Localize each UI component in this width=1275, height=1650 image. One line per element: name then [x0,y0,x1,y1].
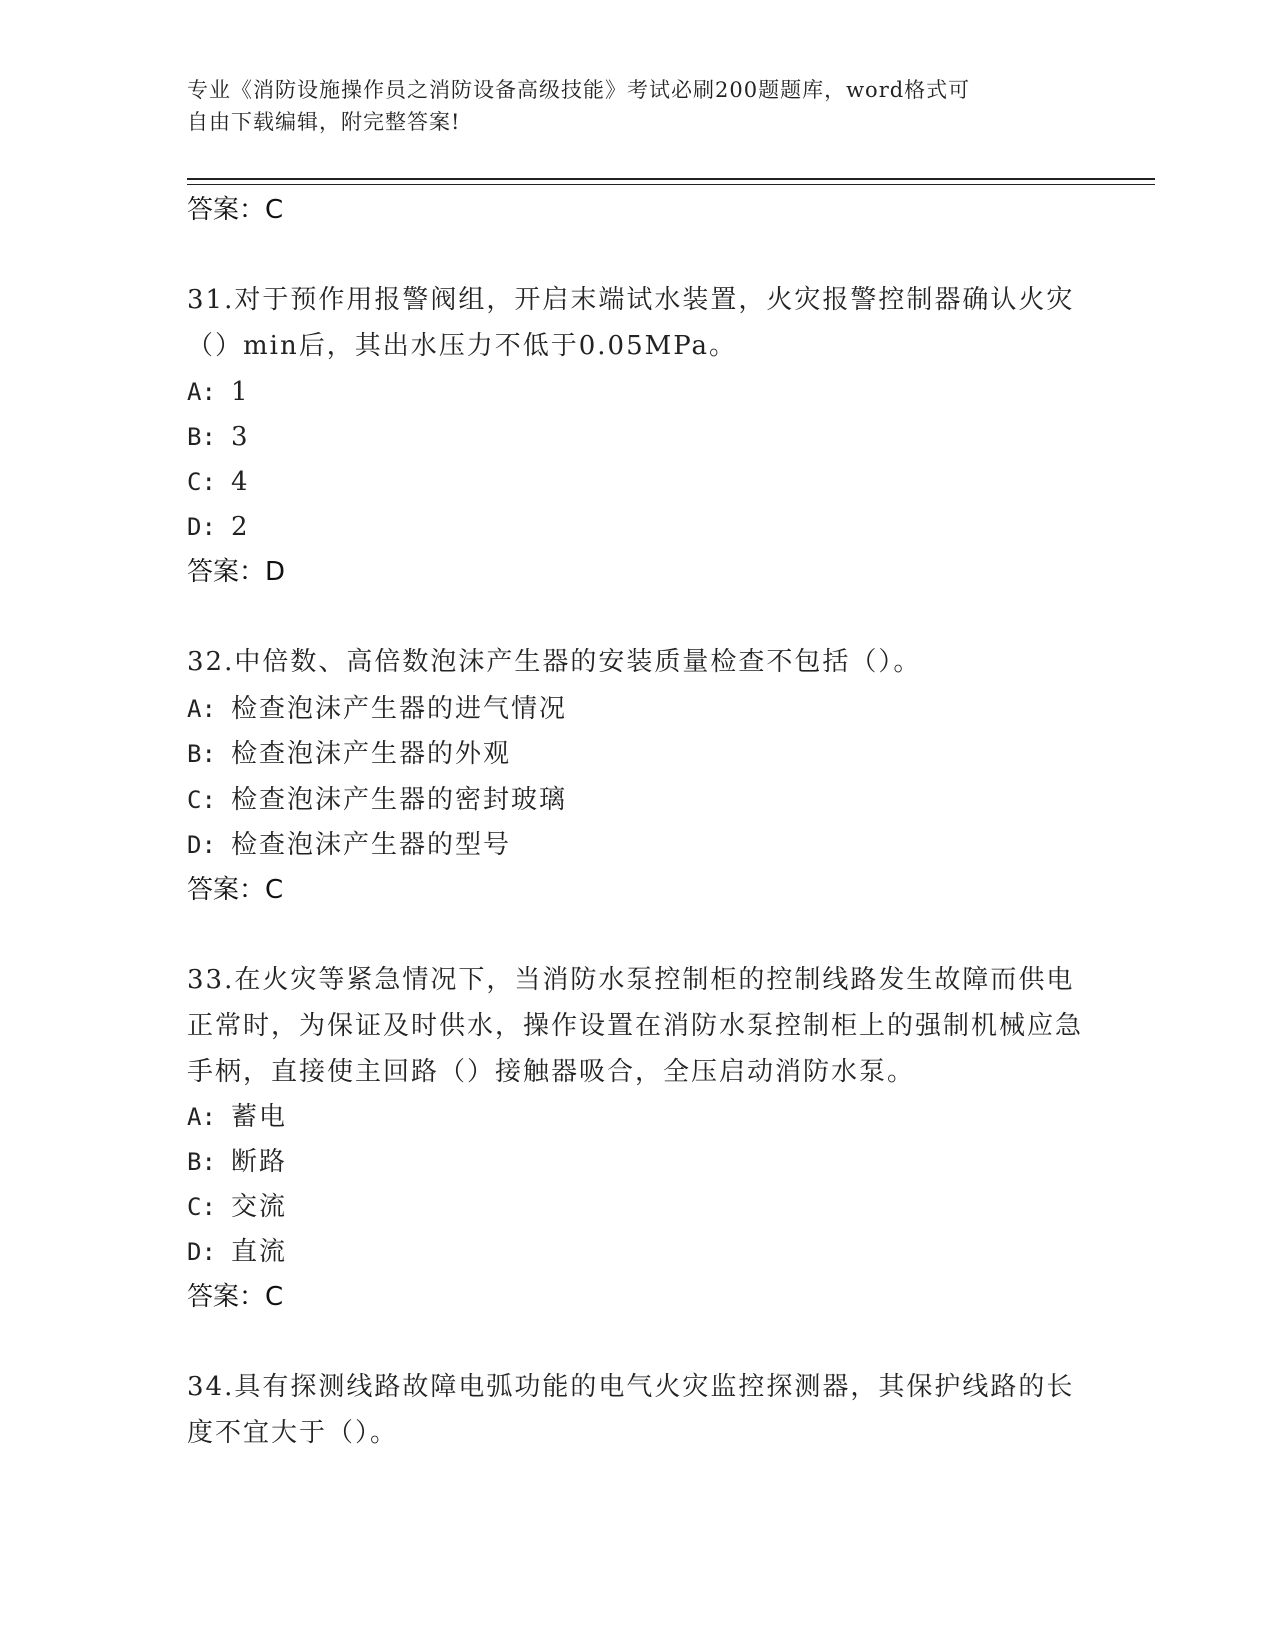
option-text: 3 [231,422,250,452]
option-letter: C: [187,1193,216,1221]
option-text: 检查泡沫产生器的进气情况 [231,694,568,724]
question-33-answer: 答案：C [187,1282,284,1312]
header-divider-thick [187,178,1155,180]
question-32-answer: 答案：C [187,875,284,905]
question-32-option-b [187,738,511,770]
option-letter: A: [187,378,216,406]
option-text: 2 [231,512,250,542]
option-letter: A: [187,695,216,723]
option-letter: A: [187,1103,216,1131]
question-31-answer: 答案：D [187,557,286,587]
option-letter: B: [187,423,216,451]
question-33-option-d [187,1236,287,1268]
question-31-text: 31.对于预作用报警阀组，开启末端试水装置，火灾报警控制器确认火灾（）min后，其出水压力不低于0.05MPa。 [187,285,1075,361]
question-31-option-a [187,376,250,408]
option-text: 1 [231,377,250,407]
header-line-1: 专业《消防设施操作员之消防设备高级技能》考试必刷200题题库，word格式可 [187,78,971,102]
question-32-option-a [187,693,567,725]
question-31-option-c [187,466,250,498]
option-letter: D: [187,513,216,541]
answer-previous: 答案：C [187,195,284,225]
option-letter: D: [187,1238,216,1266]
option-text: 蓄电 [231,1102,288,1132]
question-34-text: 34.具有探测线路故障电弧功能的电气火灾监控探测器，其保护线路的长度不宜大于（）。 [187,1372,1075,1448]
option-text: 检查泡沫产生器的外观 [231,739,512,769]
option-letter: C: [187,468,216,496]
question-32-option-d [187,829,511,861]
question-33-option-c [187,1191,287,1223]
question-33-text: 33.在火灾等紧急情况下，当消防水泵控制柜的控制线路发生故障而供电正常时，为保证及时供水，操作设置在消防水泵控制柜上的强制机械应急手柄，直接使主回路（）接触器吸合，全压启动消防水泵。 [187,965,1084,1087]
question-32-text: 32.中倍数、高倍数泡沫产生器的安装质量检查不包括（）。 [187,647,922,677]
option-text: 检查泡沫产生器的密封玻璃 [231,785,568,815]
option-letter: D: [187,831,216,859]
option-text: 断路 [231,1147,288,1177]
question-32-option-c [187,784,567,816]
header-line-2: 自由下载编辑，附完整答案! [187,110,461,134]
option-text: 交流 [231,1192,288,1222]
question-33-option-b [187,1146,287,1178]
question-31-option-b [187,421,250,453]
option-text: 直流 [231,1237,288,1267]
option-text: 检查泡沫产生器的型号 [231,830,512,860]
option-letter: B: [187,740,216,768]
option-letter: C: [187,786,216,814]
option-text: 4 [231,467,250,497]
document-header [187,74,1087,138]
question-33-option-a [187,1101,287,1133]
question-31-option-d [187,511,250,543]
header-divider-thin [187,184,1155,185]
option-letter: B: [187,1148,216,1176]
